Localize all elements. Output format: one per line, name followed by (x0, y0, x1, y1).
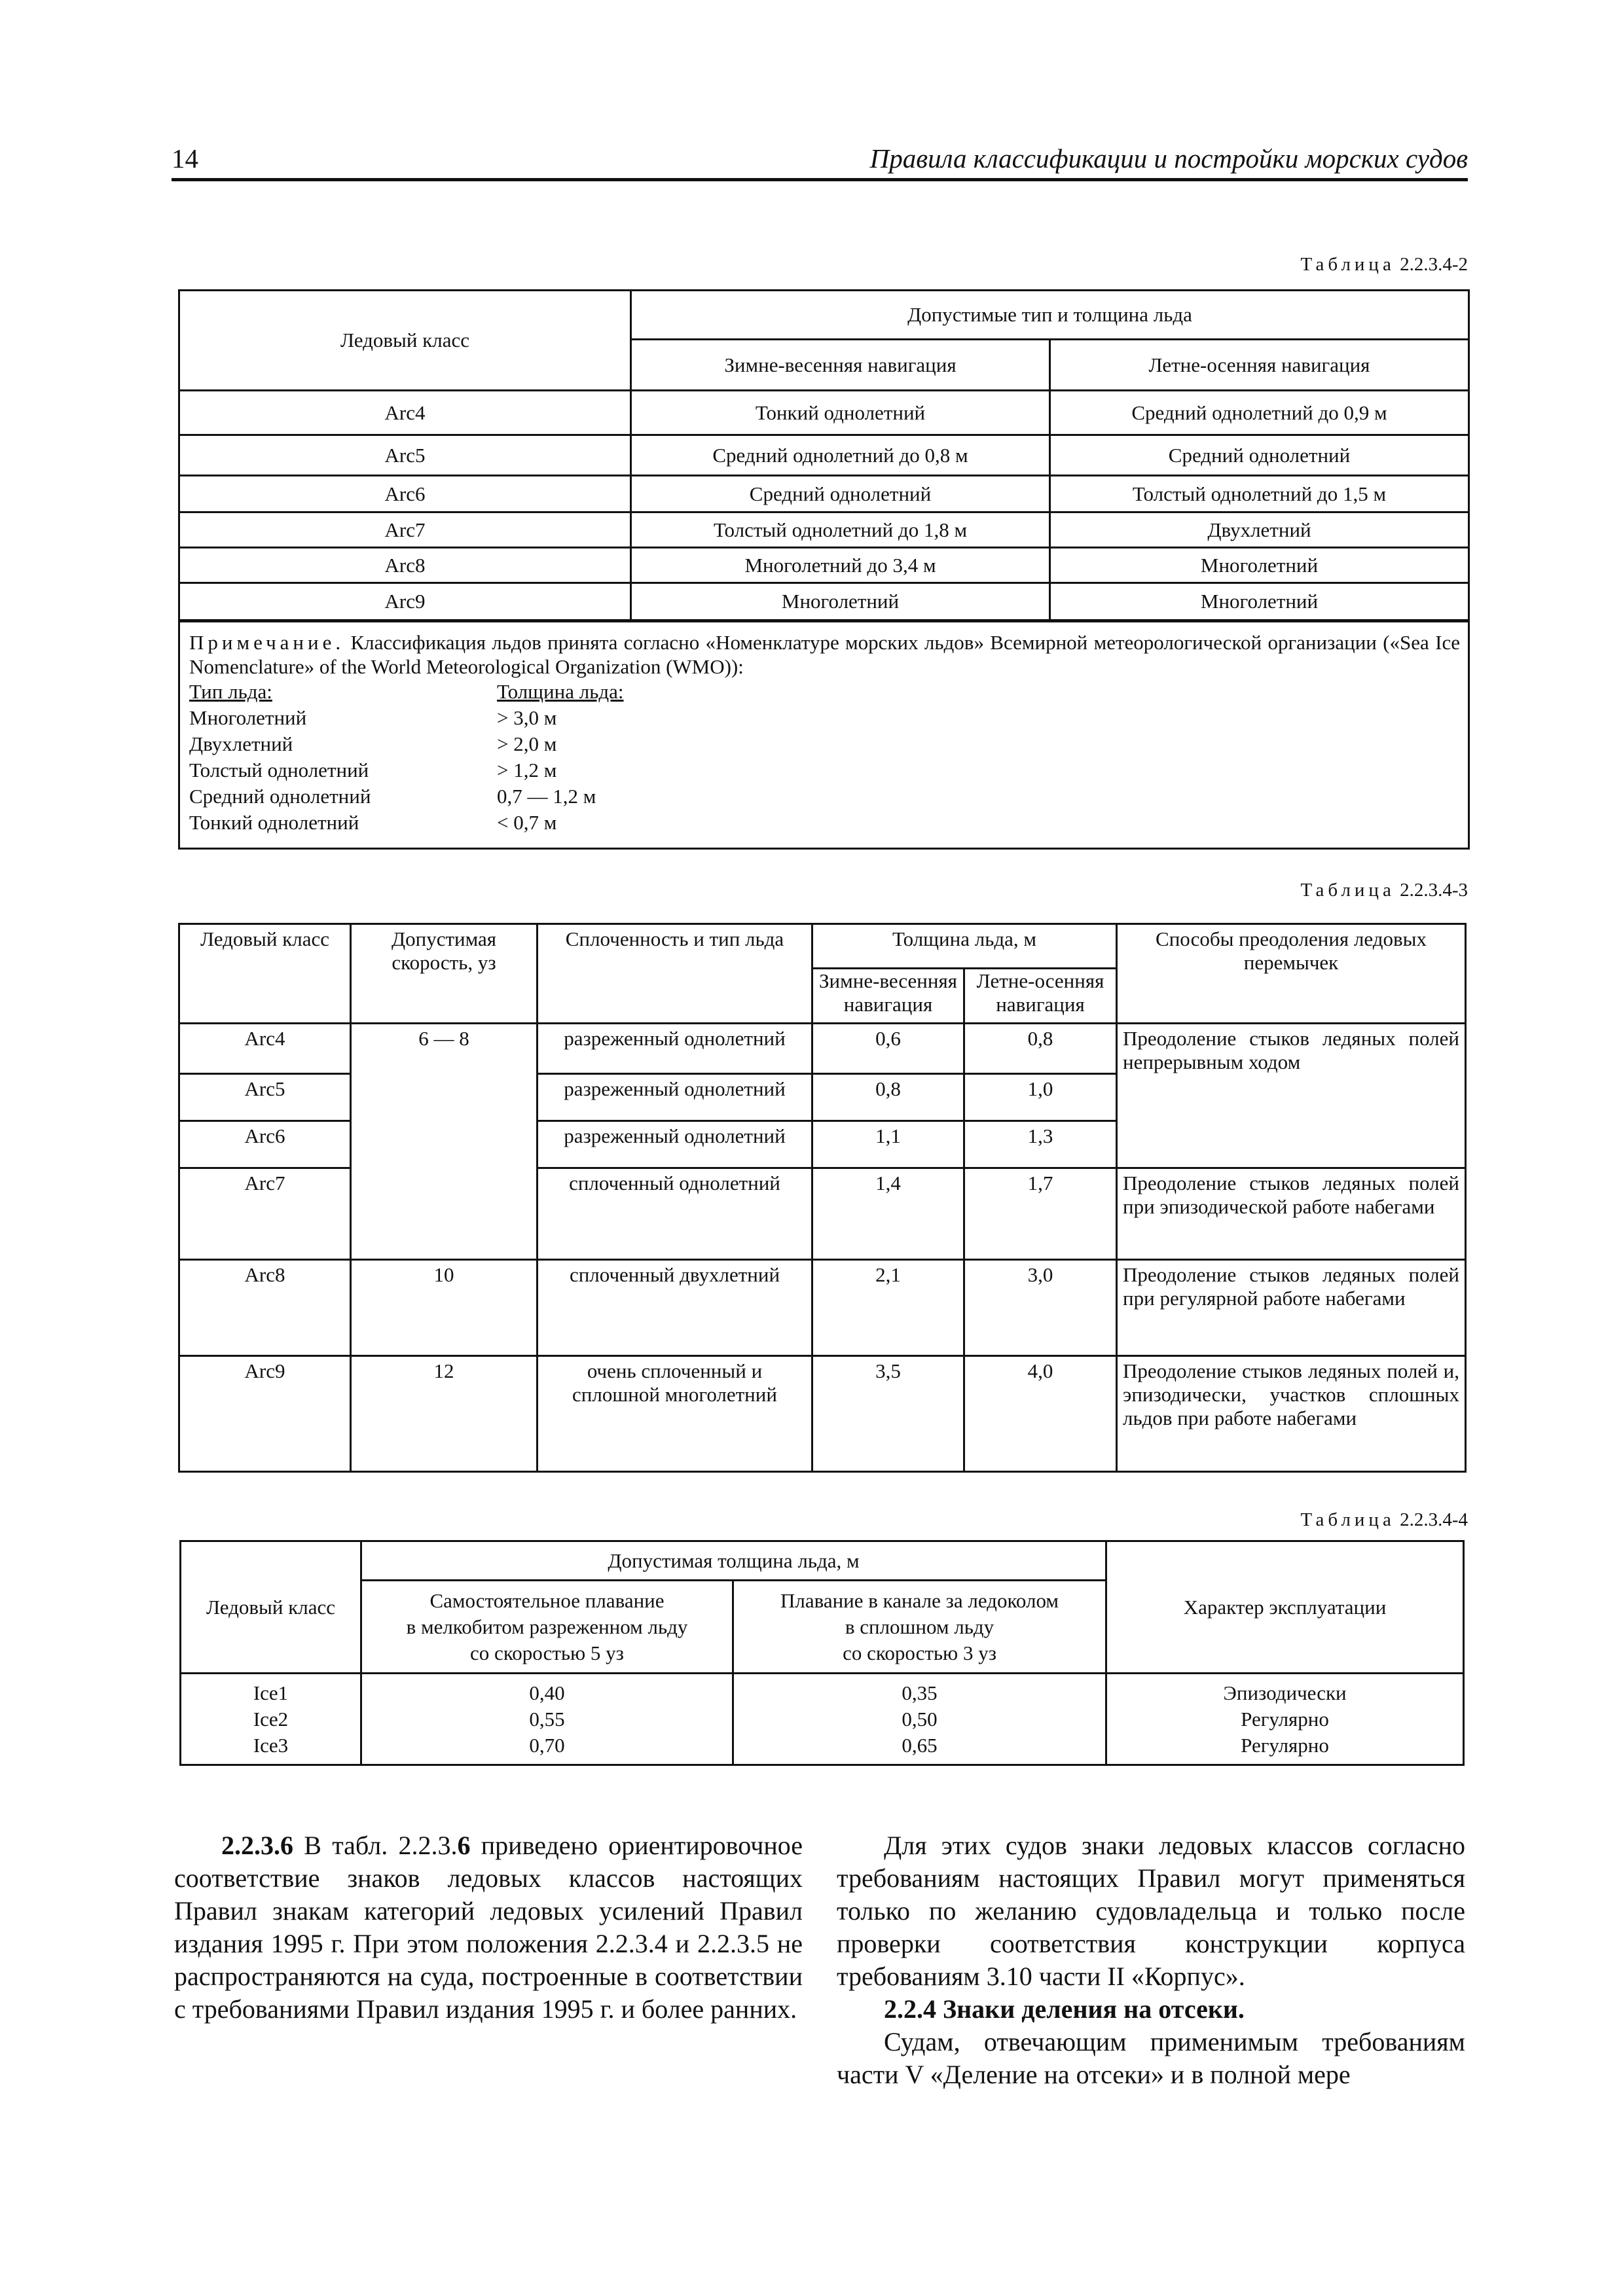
method-cell: Преодоление стыков ледяных полей непрерывным ходом (1117, 1024, 1466, 1168)
paragraph-text-bold: 6 (457, 1831, 471, 1860)
ice-type-table (178, 289, 1470, 850)
header-winter: Зимне-весенняя навигация (631, 340, 1050, 391)
note-label: Примечание. (189, 631, 345, 654)
winter-thickness-cell: 1,4 (812, 1168, 964, 1260)
body-column-right (837, 1829, 1465, 2091)
table-caption-number: 2.2.3.4-2 (1400, 254, 1468, 275)
paragraph: Судам, отвечающим применимым требованиям части V «Деление на отсеки» и в полной мере (837, 2027, 1465, 2089)
paragraph-text: В табл. 2.2.3. (293, 1831, 458, 1860)
header-ice-class: Ледовый класс (181, 1541, 361, 1674)
cell-line: 0,55 (529, 1707, 565, 1731)
table-caption-4 (1301, 1509, 1468, 1531)
table-caption-number: 2.2.3.4-4 (1400, 1509, 1468, 1530)
table-row (179, 391, 1469, 435)
header-thickness-group: Допустимая толщина льда, м (361, 1541, 1106, 1581)
summer-cell: Толстый однолетний до 1,5 м (1050, 476, 1469, 512)
note-item-thickness: > 2,0 м (497, 732, 557, 755)
header-rule (172, 178, 1468, 181)
table-row (181, 1674, 1464, 1765)
header-ice-class: Ледовый класс (179, 924, 351, 1024)
header-line: в мелкобитом разреженном льду (406, 1615, 688, 1638)
winter-cell: Тонкий однолетний (631, 391, 1050, 435)
ice-class-table (179, 1540, 1465, 1766)
header-winter: Зимне-весенняя навигация (812, 969, 964, 1024)
body-column-left (174, 1829, 803, 2026)
note-item-thickness: > 1,2 м (497, 759, 557, 781)
section-title: Знаки деления на отсеки. (936, 1994, 1245, 2024)
ice-class-cell: Arc5 (179, 435, 631, 476)
note-type-header: Тип льда: (189, 680, 272, 703)
header-line: в сплошном льду (845, 1615, 994, 1638)
self-thickness-cell (361, 1674, 733, 1765)
section-number: 2.2.4 (884, 1994, 936, 2024)
cell-line: Ice2 (253, 1707, 289, 1731)
ice-class-cell: Arc9 (179, 583, 631, 621)
header-ice-type-group: Допустимые тип и толщина льда (631, 291, 1469, 340)
cell-line: 0,65 (902, 1733, 938, 1757)
section-number: 2.2.3.6 (221, 1831, 293, 1860)
summer-cell: Средний однолетний (1050, 435, 1469, 476)
header-canal-navigation (733, 1581, 1106, 1674)
table-row (179, 476, 1469, 512)
concentration-cell: сплоченный однолетний (538, 1168, 812, 1260)
note-item-thickness: < 0,7 м (497, 811, 557, 834)
method-cell: Преодоление стыков ледяных полей при эпизодической работе набегами (1117, 1168, 1466, 1260)
ice-class-cell: Arc9 (179, 1356, 351, 1472)
summer-thickness-cell: 1,0 (964, 1074, 1117, 1121)
table-row (179, 1356, 1466, 1472)
cell-line: 0,40 (529, 1681, 565, 1704)
table-caption-word: Таблица (1300, 254, 1395, 275)
note-item-thickness: > 3,0 м (497, 706, 557, 729)
table-row (179, 1024, 1466, 1074)
summer-thickness-cell: 4,0 (964, 1356, 1117, 1472)
speed-cell: 6 — 8 (351, 1024, 538, 1260)
cell-line: Регулярно (1241, 1733, 1329, 1757)
paragraph-2-2-3-6 (174, 1829, 803, 2026)
cell-line: Ice3 (253, 1733, 289, 1757)
ice-class-cell (181, 1674, 361, 1765)
header-methods: Способы преодоления ледовых перемычек (1117, 924, 1466, 1024)
winter-thickness-cell: 2,1 (812, 1260, 964, 1356)
note-item-type: Тонкий однолетний (189, 811, 359, 834)
ice-class-cell: Arc5 (179, 1074, 351, 1121)
cell-line: Регулярно (1241, 1707, 1329, 1731)
ice-class-cell: Arc4 (179, 391, 631, 435)
winter-cell: Средний однолетний до 0,8 м (631, 435, 1050, 476)
winter-thickness-cell: 0,6 (812, 1024, 964, 1074)
table-caption-2 (1301, 254, 1468, 276)
paragraph: Для этих судов знаки ледовых классов согласно требованиям настоящих Правил могут применяться только по желанию судовладельца и только после проверки соответствия конструкции корпуса требованиям 3.10 части II «Корпус». (837, 1831, 1465, 1991)
winter-cell: Толстый однолетний до 1,8 м (631, 512, 1050, 548)
table-caption-number: 2.2.3.4-3 (1400, 880, 1468, 901)
note-text: Классификация льдов принята согласно «Номенклатуре морских льдов» Всемирной метеорологической организации («Sea Ice Nomenclature» of the World Meteorological Organization (WMO)): (189, 631, 1460, 678)
cell-line: Эпизодически (1223, 1681, 1347, 1704)
header-thickness: Толщина льда, м (812, 924, 1117, 969)
note-item-thickness: 0,7 — 1,2 м (497, 785, 596, 808)
winter-cell: Многолетний (631, 583, 1050, 621)
concentration-cell: разреженный однолетний (538, 1121, 812, 1168)
summer-cell: Многолетний (1050, 548, 1469, 583)
cell-line: 0,70 (529, 1733, 565, 1757)
header-summer: Летне-осенняя навигация (964, 969, 1117, 1024)
ice-class-cell: Arc6 (179, 1121, 351, 1168)
speed-cell: 12 (351, 1356, 538, 1472)
table-row (179, 512, 1469, 548)
note-paragraph (189, 630, 1460, 679)
winter-thickness-cell: 1,1 (812, 1121, 964, 1168)
table-row (179, 435, 1469, 476)
method-cell: Преодоление стыков ледяных полей при регулярной работе набегами (1117, 1260, 1466, 1356)
summer-cell: Многолетний (1050, 583, 1469, 621)
header-line: Плавание в канале за ледоколом (780, 1588, 1059, 1612)
table-row (179, 548, 1469, 583)
table-caption-word: Таблица (1300, 1509, 1395, 1530)
header-line: Самостоятельное плавание (429, 1588, 665, 1612)
ice-class-cell: Arc7 (179, 1168, 351, 1260)
note-item-type: Многолетний (189, 706, 307, 729)
summer-thickness-cell: 1,7 (964, 1168, 1117, 1260)
concentration-cell: разреженный однолетний (538, 1024, 812, 1074)
table-row (179, 583, 1469, 621)
table-note (179, 621, 1469, 849)
winter-thickness-cell: 0,8 (812, 1074, 964, 1121)
note-thickness-header: Толщина льда: (497, 680, 624, 703)
winter-thickness-cell: 3,5 (812, 1356, 964, 1472)
concentration-cell: очень сплоченный и сплошной многолетний (538, 1356, 812, 1472)
winter-cell: Средний однолетний (631, 476, 1050, 512)
section-heading-2-2-4 (837, 1993, 1465, 2026)
cell-line: 0,35 (902, 1681, 938, 1704)
table-row (179, 1260, 1466, 1356)
header-line: со скоростью 5 уз (470, 1641, 624, 1664)
cell-line: 0,50 (902, 1707, 938, 1731)
winter-cell: Многолетний до 3,4 м (631, 548, 1050, 583)
concentration-cell: сплоченный двухлетний (538, 1260, 812, 1356)
speed-table (178, 923, 1467, 1473)
canal-thickness-cell (733, 1674, 1106, 1765)
operation-cell (1106, 1674, 1464, 1765)
concentration-cell: разреженный однолетний (538, 1074, 812, 1121)
ice-class-cell: Arc8 (179, 548, 631, 583)
summer-thickness-cell: 3,0 (964, 1260, 1117, 1356)
summer-cell: Средний однолетний до 0,9 м (1050, 391, 1469, 435)
header-operation: Характер эксплуатации (1106, 1541, 1464, 1674)
note-item-type: Толстый однолетний (189, 759, 369, 781)
ice-class-cell: Arc6 (179, 476, 631, 512)
cell-line: Ice1 (253, 1681, 289, 1704)
running-title: Правила классификации и постройки морских судов (869, 143, 1468, 173)
header-ice-class: Ледовый класс (179, 291, 631, 391)
paragraph-text: приведено ориентировочное соответствие знаков ледовых классов настоящих Правил знакам категорий ледовых усилений Правил издания 1995 г. При этом положения 2.2.3.4 и 2.2.3.5 не распространяются на суда, построенные в соответствии с требованиями Правил издания 1995 г. и более ранних. (174, 1831, 803, 2024)
note-list (189, 679, 1460, 836)
ice-class-cell: Arc7 (179, 512, 631, 548)
page-number: 14 (172, 143, 198, 173)
table-caption-3 (1301, 880, 1468, 901)
header-summer: Летне-осенняя навигация (1050, 340, 1469, 391)
header-speed: Допустимая скорость, уз (351, 924, 538, 1024)
ice-class-cell: Arc8 (179, 1260, 351, 1356)
note-item-type: Двухлетний (189, 732, 293, 755)
method-cell: Преодоление стыков ледяных полей и, эпизодически, участков сплошных льдов при работе набегами (1117, 1356, 1466, 1472)
summer-thickness-cell: 1,3 (964, 1121, 1117, 1168)
summer-cell: Двухлетний (1050, 512, 1469, 548)
ice-class-cell: Arc4 (179, 1024, 351, 1074)
header-concentration: Сплоченность и тип льда (538, 924, 812, 1024)
header-self-navigation (361, 1581, 733, 1674)
speed-cell: 10 (351, 1260, 538, 1356)
header-line: со скоростью 3 уз (843, 1641, 996, 1664)
note-item-type: Средний однолетний (189, 785, 371, 808)
summer-thickness-cell: 0,8 (964, 1024, 1117, 1074)
table-caption-word: Таблица (1300, 880, 1395, 901)
